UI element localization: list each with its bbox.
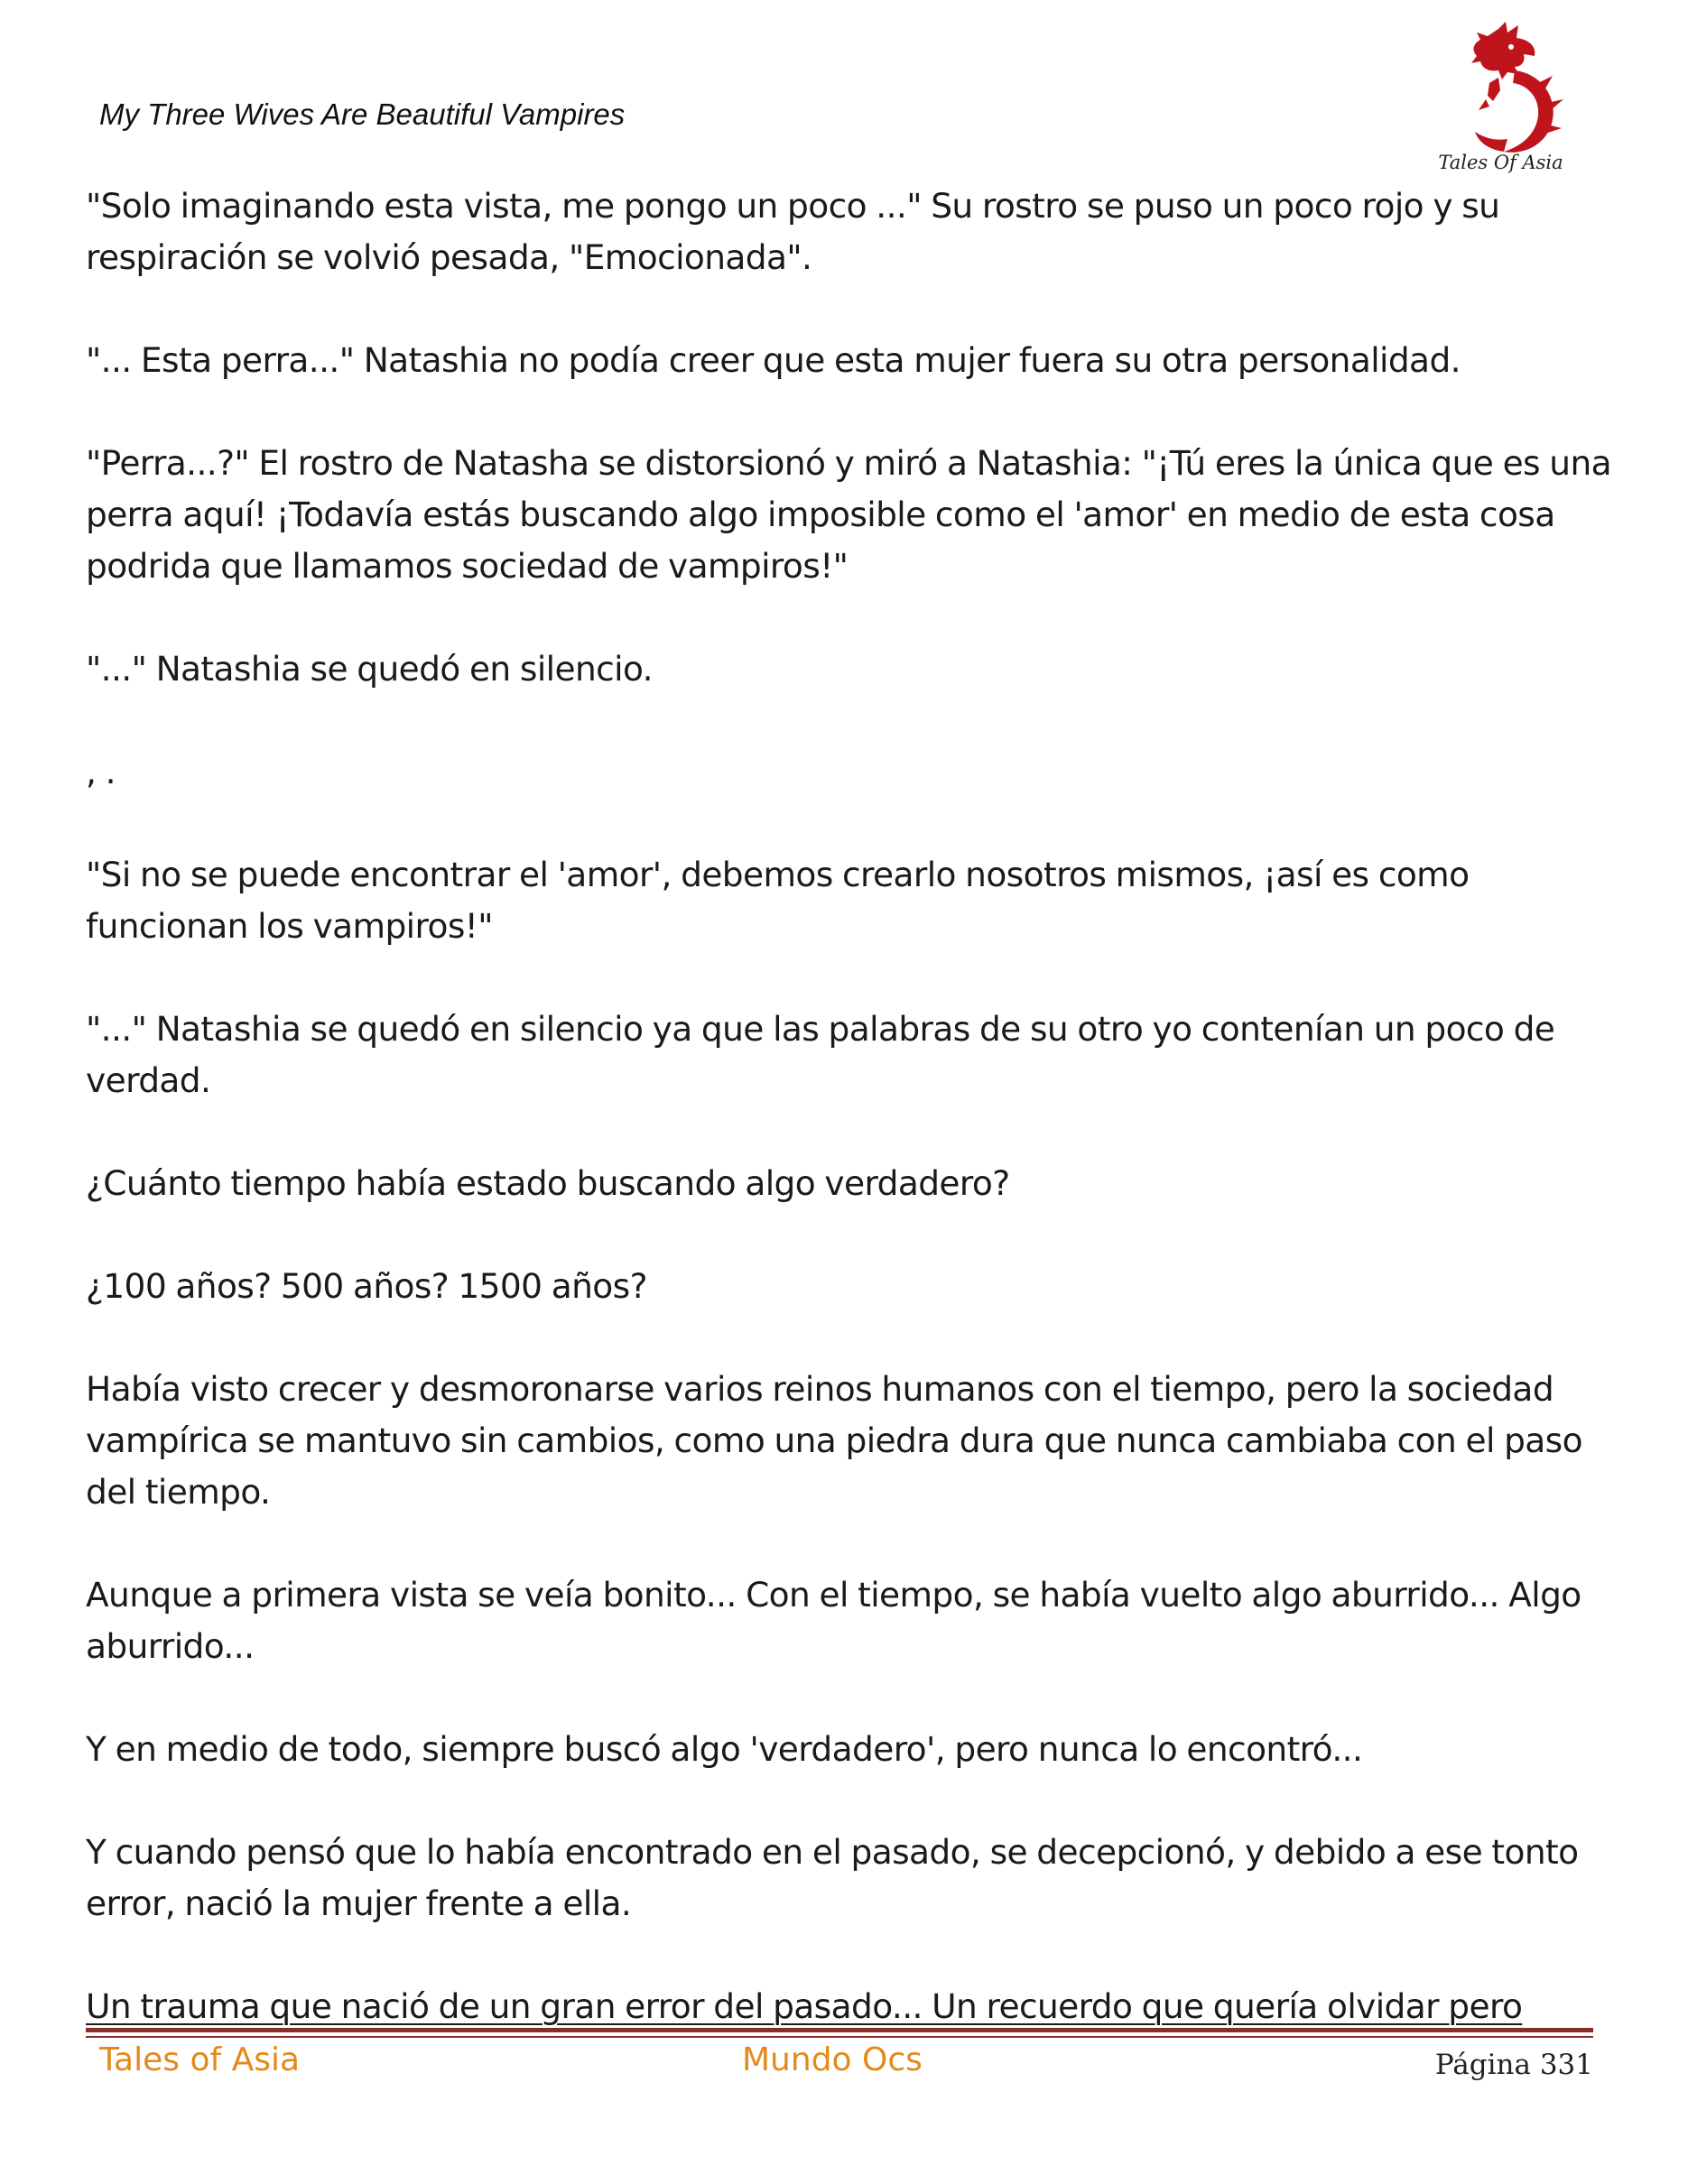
document-header-title: My Three Wives Are Beautiful Vampires: [99, 97, 626, 131]
footer-divider-thin: [86, 2036, 1593, 2038]
paragraph: , .: [86, 752, 116, 791]
paragraph: Aunque a primera vista se veía bonito... Con el tiempo, se había vuelto algo aburrido... Algo aburrido...: [86, 1575, 1581, 1666]
paragraph: "Solo imaginando esta vista, me pongo un poco ..." Su rostro se puso un poco rojo y su respiración se volvió pesada, "Emocionada".: [86, 186, 1500, 277]
paragraph: "..." Natashia se quedó en silencio ya que las palabras de su otro yo contenían un poco de verdad.: [86, 1009, 1555, 1100]
paragraph: "Si no se puede encontrar el 'amor', debemos crearlo nosotros mismos, ¡así es como funcionan los vampiros!": [86, 855, 1470, 946]
paragraph: Había visto crecer y desmoronarse varios reinos humanos con el tiempo, pero la sociedad vampírica se mantuvo sin cambios, como una piedra dura que nunca cambiaba con el paso del tiempo.: [86, 1369, 1582, 1512]
paragraph-continued: Un trauma que nació de un gran error del pasado... Un recuerdo que quería olvidar pero: [86, 1986, 1523, 2026]
footer-translator-label: Mundo Ocs: [742, 2041, 923, 2078]
paragraph: "Perra...?" El rostro de Natasha se distorsionó y miró a Natashia: "¡Tú eres la única que es una perra aquí! ¡Todavía estás buscando algo imposible como el 'amor' en medio de esta cosa podrida que llamamos sociedad de vampiros!": [86, 443, 1612, 586]
document-body: [86, 180, 1620, 2032]
paragraph: ¿100 años? 500 años? 1500 años?: [86, 1266, 647, 1306]
paragraph: ¿Cuánto tiempo había estado buscando algo verdadero?: [86, 1163, 1010, 1203]
footer-divider: [86, 2028, 1593, 2032]
paragraph: "... Esta perra..." Natashia no podía creer que esta mujer fuera su otra personalidad.: [86, 340, 1461, 380]
page-number: Página 331: [1434, 2049, 1593, 2081]
footer-source-label: Tales of Asia: [99, 2041, 301, 2078]
paragraph: Y cuando pensó que lo había encontrado en el pasado, se decepcionó, y debido a ese tonto error, nació la mujer frente a ella.: [86, 1832, 1579, 1923]
logo-caption: Tales Of Asia: [1438, 152, 1563, 173]
paragraph: Y en medio de todo, siempre buscó algo 'verdadero', pero nunca lo encontró...: [86, 1729, 1363, 1769]
paragraph: "..." Natashia se quedó en silencio.: [86, 649, 653, 689]
